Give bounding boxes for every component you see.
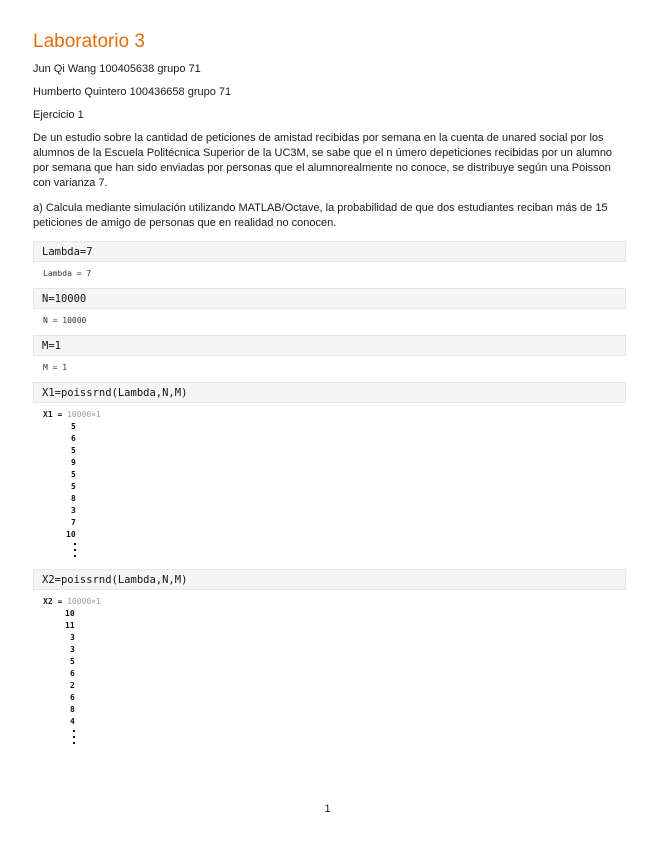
list-item: 4 bbox=[70, 717, 75, 726]
list-item: 8 bbox=[71, 494, 76, 503]
list-item: 10 bbox=[66, 530, 76, 539]
output-x1-header bbox=[33, 409, 626, 421]
vertical-ellipsis-icon bbox=[33, 541, 626, 561]
list-item: 6 bbox=[70, 669, 75, 678]
list-item: 5 bbox=[71, 482, 76, 491]
author-1: Jun Qi Wang 100405638 grupo 71 bbox=[33, 63, 201, 75]
list-item: 5 bbox=[71, 446, 76, 455]
list-item: 10 bbox=[65, 609, 75, 618]
output-x2-var: X2 = bbox=[43, 597, 63, 606]
list-item: 7 bbox=[71, 518, 76, 527]
list-item: 2 bbox=[70, 681, 75, 690]
list-item: 11 bbox=[65, 621, 75, 630]
output-x1-var: X1 = bbox=[43, 410, 63, 419]
list-item: 6 bbox=[71, 434, 76, 443]
output-lambda: Lambda = 7 bbox=[43, 269, 92, 278]
list-item: 6 bbox=[70, 693, 75, 702]
list-item: 5 bbox=[71, 422, 76, 431]
vertical-ellipsis-icon bbox=[33, 728, 626, 748]
output-x2 bbox=[33, 596, 626, 748]
list-item: 9 bbox=[71, 458, 76, 467]
code-cell-m[interactable]: M=1 bbox=[33, 335, 626, 356]
output-n: N = 10000 bbox=[43, 316, 87, 325]
page-title: Laboratorio 3 bbox=[33, 31, 145, 52]
list-item: 3 bbox=[70, 633, 75, 642]
list-item: 5 bbox=[71, 470, 76, 479]
output-x2-values bbox=[33, 608, 626, 728]
code-cell-lambda[interactable]: Lambda=7 bbox=[33, 241, 626, 262]
page-number: 1 bbox=[324, 803, 331, 815]
code-cell-n[interactable]: N=10000 bbox=[33, 288, 626, 309]
list-item: 5 bbox=[70, 657, 75, 666]
output-x1-values bbox=[33, 421, 626, 541]
list-item: 3 bbox=[70, 645, 75, 654]
document-page bbox=[33, 30, 626, 748]
output-x2-size: 10000×1 bbox=[67, 597, 101, 606]
author-2: Humberto Quintero 100436658 grupo 71 bbox=[33, 86, 232, 98]
list-item: 3 bbox=[71, 506, 76, 515]
output-x1-size: 10000×1 bbox=[67, 410, 101, 419]
output-x2-header bbox=[33, 596, 626, 608]
question-a: a) Calcula mediante simulación utilizando MATLAB/Octave, la probabilidad de que dos estudiantes reciban más de 15 peticiones de amigo de personas que en realidad no conocen. bbox=[33, 202, 608, 229]
output-x1 bbox=[33, 409, 626, 561]
problem-statement: De un estudio sobre la cantidad de peticiones de amistad recibidas por semana en la cuenta de unared social por los alumnos de la Escuela Politécnica Superior de la UC3M, se sabe que el n úmero depeticiones recibidas por un alumno por semana que han sido enviadas por personas que el alumnorealmente no conoce, se distribuye según una Poisson con varianza 7. bbox=[33, 132, 613, 189]
list-item: 8 bbox=[70, 705, 75, 714]
code-cell-x2[interactable]: X2=poissrnd(Lambda,N,M) bbox=[33, 569, 626, 590]
exercise-heading: Ejercicio 1 bbox=[33, 109, 84, 121]
code-cell-x1[interactable]: X1=poissrnd(Lambda,N,M) bbox=[33, 382, 626, 403]
output-m: M = 1 bbox=[43, 363, 68, 372]
